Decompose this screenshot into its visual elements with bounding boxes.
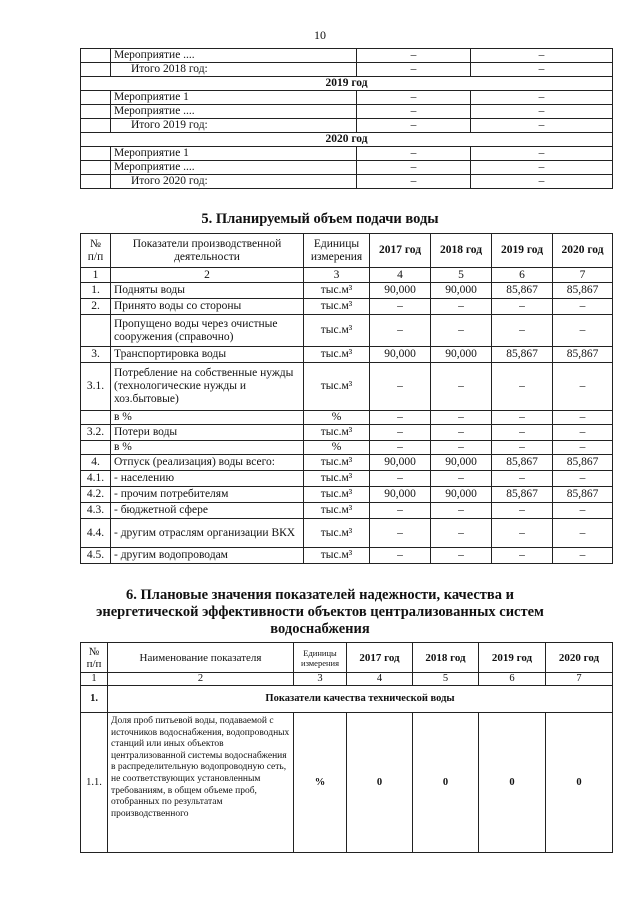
- activity-label: Мероприятие 1: [111, 91, 357, 105]
- value-2020: –: [553, 315, 613, 347]
- value-2018: 90,000: [431, 455, 492, 471]
- activity-label: Мероприятие ....: [111, 161, 357, 175]
- cell: –: [357, 147, 471, 161]
- value-2019: 85,867: [492, 455, 553, 471]
- row-name: Транспортировка воды: [111, 347, 304, 363]
- row-unit: тыс.м³: [304, 315, 370, 347]
- value-2017: 90,000: [370, 487, 431, 503]
- index-cell: 6: [479, 673, 546, 686]
- table-row: [81, 471, 613, 487]
- index-cell: 4: [347, 673, 413, 686]
- table-row: [81, 713, 613, 853]
- header-unit: Единицы измерения: [304, 234, 370, 268]
- cell: –: [357, 91, 471, 105]
- row-num: 1.: [81, 283, 111, 299]
- row-unit: %: [304, 411, 370, 425]
- cell: –: [357, 161, 471, 175]
- row-name: в %: [111, 411, 304, 425]
- activity-label: Мероприятие 1: [111, 147, 357, 161]
- header-2017: 2017 год: [370, 234, 431, 268]
- table-row: [81, 63, 613, 77]
- table-row: [81, 487, 613, 503]
- row-num: [81, 441, 111, 455]
- row-name: - бюджетной сфере: [111, 503, 304, 519]
- row-num: 1.1.: [81, 713, 108, 853]
- table-row: [81, 503, 613, 519]
- value-2020: –: [553, 471, 613, 487]
- header-2018: 2018 год: [431, 234, 492, 268]
- table-row: [81, 49, 613, 63]
- header-2018: 2018 год: [413, 643, 479, 673]
- header-row: [81, 643, 613, 673]
- header-unit: Единицы измерения: [294, 643, 347, 673]
- activity-total: Итого 2018 год:: [111, 63, 357, 77]
- row-unit: %: [304, 441, 370, 455]
- value-2018: –: [431, 299, 492, 315]
- index-cell: 7: [553, 268, 613, 283]
- value-2019: –: [492, 548, 553, 564]
- row-unit: тыс.м³: [304, 299, 370, 315]
- table-row: [81, 441, 613, 455]
- value-2019: –: [492, 503, 553, 519]
- cell: –: [471, 175, 613, 189]
- row-num: 3.1.: [81, 363, 111, 411]
- group-row: [81, 686, 613, 713]
- row-unit: тыс.м³: [304, 487, 370, 503]
- value-2018: 90,000: [431, 347, 492, 363]
- table-row: [81, 548, 613, 564]
- value-2018: –: [431, 519, 492, 548]
- value-2017: –: [370, 503, 431, 519]
- row-name: - населению: [111, 471, 304, 487]
- table-row: [81, 425, 613, 441]
- index-cell: 2: [111, 268, 304, 283]
- year-row: [81, 133, 613, 147]
- table-row: [81, 283, 613, 299]
- table-row: [81, 299, 613, 315]
- row-unit: %: [294, 713, 347, 853]
- value-2017: 90,000: [370, 347, 431, 363]
- row-num: 3.: [81, 347, 111, 363]
- water-supply-table: [80, 233, 613, 564]
- value-2020: –: [553, 299, 613, 315]
- row-name: Принято воды со стороны: [111, 299, 304, 315]
- value-2017: –: [370, 411, 431, 425]
- table-row: [81, 519, 613, 548]
- year-row: [81, 77, 613, 91]
- row-num: 2.: [81, 299, 111, 315]
- cell: –: [357, 49, 471, 63]
- activity-total: Итого 2020 год:: [111, 175, 357, 189]
- header-2019: 2019 год: [492, 234, 553, 268]
- index-cell: 2: [108, 673, 294, 686]
- index-cell: 5: [413, 673, 479, 686]
- row-unit: тыс.м³: [304, 347, 370, 363]
- table-row: [81, 91, 613, 105]
- index-row: [81, 673, 613, 686]
- section6-title-line3: водоснабжения: [270, 621, 370, 637]
- value-2020: –: [553, 519, 613, 548]
- row-name: Доля проб питьевой воды, подаваемой с источников водоснабжения, водопроводных станций или иных объектов централизованной системы водоснабжения в распределительную водопроводную сеть, не соответствующих установленным требованиям, в общем объеме проб, отобранных по результатам производственного: [108, 713, 294, 853]
- cell: –: [357, 119, 471, 133]
- value-2019: –: [492, 471, 553, 487]
- cell: –: [471, 63, 613, 77]
- row-name: Потребление на собственные нужды (технологические нужды и хоз.бытовые): [111, 363, 304, 411]
- value-2017: –: [370, 315, 431, 347]
- value-2018: –: [431, 441, 492, 455]
- row-num: 4.2.: [81, 487, 111, 503]
- row-unit: тыс.м³: [304, 519, 370, 548]
- value-2017: –: [370, 471, 431, 487]
- value-2017: –: [370, 363, 431, 411]
- row-name: - другим отраслям организации ВКХ: [111, 519, 304, 548]
- header-num: № п/п: [81, 643, 108, 673]
- table-row: [81, 315, 613, 347]
- group-num: 1.: [81, 686, 108, 713]
- header-2020: 2020 год: [546, 643, 613, 673]
- value-2019: –: [492, 315, 553, 347]
- header-2017: 2017 год: [347, 643, 413, 673]
- value-2017: –: [370, 519, 431, 548]
- value-2017: –: [370, 441, 431, 455]
- row-num: [81, 411, 111, 425]
- value-2018: 0: [413, 713, 479, 853]
- activity-label: Мероприятие ....: [111, 105, 357, 119]
- row-unit: тыс.м³: [304, 425, 370, 441]
- value-2018: –: [431, 503, 492, 519]
- value-2020: 85,867: [553, 487, 613, 503]
- row-name: Пропущено воды через очистные сооружения (справочно): [111, 315, 304, 347]
- value-2020: 0: [546, 713, 613, 853]
- table-row: [81, 175, 613, 189]
- index-cell: 4: [370, 268, 431, 283]
- row-unit: тыс.м³: [304, 363, 370, 411]
- row-num: 4.: [81, 455, 111, 471]
- table-row: [81, 147, 613, 161]
- table-row: [81, 347, 613, 363]
- value-2019: –: [492, 519, 553, 548]
- value-2020: 85,867: [553, 455, 613, 471]
- cell: –: [357, 63, 471, 77]
- row-name: Подняты воды: [111, 283, 304, 299]
- row-name: Отпуск (реализация) воды всего:: [111, 455, 304, 471]
- value-2019: 85,867: [492, 283, 553, 299]
- table-row: [81, 411, 613, 425]
- activity-label: Мероприятие ....: [111, 49, 357, 63]
- cell: –: [471, 161, 613, 175]
- table-row: [81, 119, 613, 133]
- row-num: 4.3.: [81, 503, 111, 519]
- value-2020: –: [553, 411, 613, 425]
- value-2019: –: [492, 363, 553, 411]
- value-2020: 85,867: [553, 347, 613, 363]
- index-cell: 6: [492, 268, 553, 283]
- table-row: [81, 455, 613, 471]
- index-cell: 5: [431, 268, 492, 283]
- year-heading: 2020 год: [81, 133, 613, 147]
- page-number: 10: [314, 28, 326, 42]
- cell: –: [357, 175, 471, 189]
- value-2019: –: [492, 411, 553, 425]
- cell: –: [357, 105, 471, 119]
- row-num: 3.2.: [81, 425, 111, 441]
- row-num: 4.1.: [81, 471, 111, 487]
- row-unit: тыс.м³: [304, 471, 370, 487]
- row-unit: тыс.м³: [304, 503, 370, 519]
- section6-title-line1: 6. Плановые значения показателей надежности, качества и: [126, 587, 514, 603]
- value-2019: 85,867: [492, 347, 553, 363]
- value-2018: –: [431, 425, 492, 441]
- value-2020: –: [553, 503, 613, 519]
- cell: –: [471, 119, 613, 133]
- row-num: [81, 315, 111, 347]
- value-2018: –: [431, 315, 492, 347]
- value-2019: –: [492, 425, 553, 441]
- row-num: 4.5.: [81, 548, 111, 564]
- index-cell: 7: [546, 673, 613, 686]
- value-2020: –: [553, 363, 613, 411]
- value-2017: –: [370, 548, 431, 564]
- header-2019: 2019 год: [479, 643, 546, 673]
- row-name: - другим водопроводам: [111, 548, 304, 564]
- activities-table: [80, 48, 613, 189]
- value-2018: –: [431, 548, 492, 564]
- row-unit: тыс.м³: [304, 455, 370, 471]
- table-row: [81, 105, 613, 119]
- table-row: [81, 161, 613, 175]
- row-unit: тыс.м³: [304, 283, 370, 299]
- row-name: в %: [111, 441, 304, 455]
- cell: –: [471, 147, 613, 161]
- table-row: [81, 363, 613, 411]
- cell: –: [471, 49, 613, 63]
- section5-title: 5. Планируемый объем подачи воды: [201, 211, 439, 227]
- value-2017: –: [370, 299, 431, 315]
- activity-total: Итого 2019 год:: [111, 119, 357, 133]
- index-cell: 1: [81, 268, 111, 283]
- value-2020: 85,867: [553, 283, 613, 299]
- value-2017: 0: [347, 713, 413, 853]
- section6-title: [0, 587, 640, 638]
- row-num: 4.4.: [81, 519, 111, 548]
- section6-title-line2: энергетической эффективности объектов централизованных систем: [96, 604, 544, 620]
- value-2019: –: [492, 441, 553, 455]
- index-cell: 3: [304, 268, 370, 283]
- row-name: - прочим потребителям: [111, 487, 304, 503]
- quality-indicators-table: [80, 642, 613, 853]
- cell: –: [471, 91, 613, 105]
- value-2019: –: [492, 299, 553, 315]
- header-name: Показатели производственной деятельности: [111, 234, 304, 268]
- row-name: Потери воды: [111, 425, 304, 441]
- header-row: [81, 234, 613, 268]
- index-cell: 3: [294, 673, 347, 686]
- value-2018: 90,000: [431, 283, 492, 299]
- header-name: Наименование показателя: [108, 643, 294, 673]
- group-label: Показатели качества технической воды: [108, 686, 613, 713]
- year-heading: 2019 год: [81, 77, 613, 91]
- value-2018: 90,000: [431, 487, 492, 503]
- value-2020: –: [553, 441, 613, 455]
- value-2017: 90,000: [370, 283, 431, 299]
- value-2018: –: [431, 411, 492, 425]
- row-unit: тыс.м³: [304, 548, 370, 564]
- header-num: № п/п: [81, 234, 111, 268]
- value-2018: –: [431, 363, 492, 411]
- index-cell: 1: [81, 673, 108, 686]
- index-row: [81, 268, 613, 283]
- value-2020: –: [553, 425, 613, 441]
- value-2017: 90,000: [370, 455, 431, 471]
- value-2020: –: [553, 548, 613, 564]
- value-2019: 0: [479, 713, 546, 853]
- value-2018: –: [431, 471, 492, 487]
- value-2017: –: [370, 425, 431, 441]
- header-2020: 2020 год: [553, 234, 613, 268]
- value-2019: 85,867: [492, 487, 553, 503]
- cell: –: [471, 105, 613, 119]
